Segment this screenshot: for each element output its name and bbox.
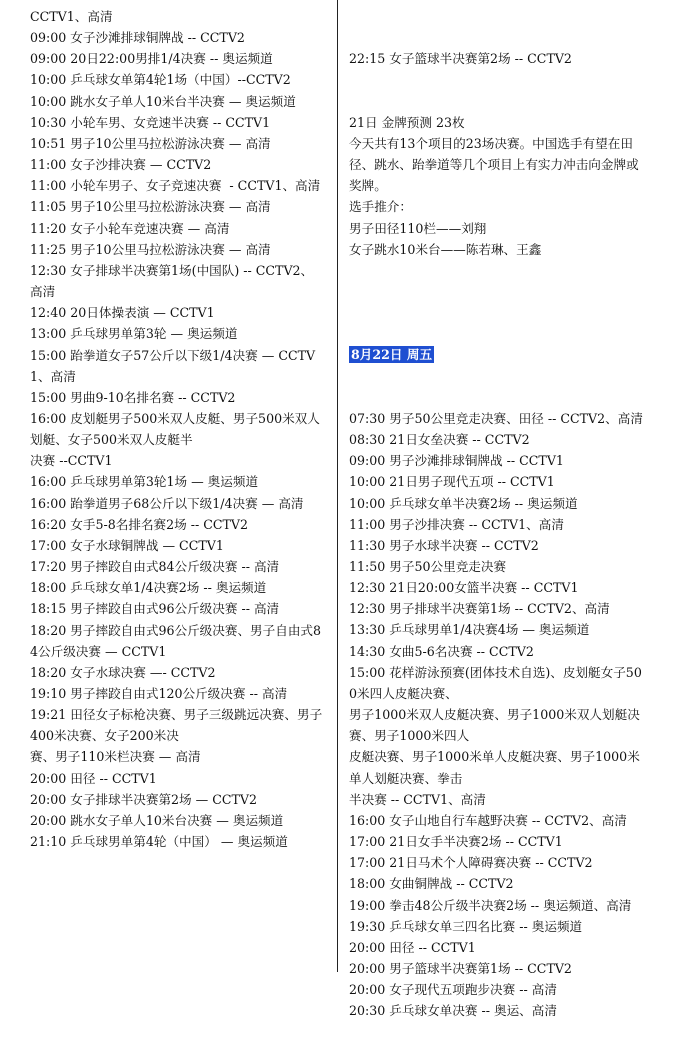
schedule-line: 20:00 女子现代五项跑步决赛 -- 高清: [349, 982, 557, 998]
schedule-line: 12:30 21日20:00女篮半决赛 -- CCTV1: [349, 580, 579, 596]
schedule-line: 20:00 女子排球半决赛第2场 — CCTV2: [30, 791, 258, 807]
schedule-line: 18:20 男子摔跤自由式96公斤级决赛、男子自由式84公斤级决赛 — CCTV1: [30, 622, 322, 659]
schedule-line: [349, 260, 647, 281]
schedule-line: 12:30 男子排球半决赛第1场 -- CCTV2、高清: [349, 601, 610, 617]
schedule-line: 18:00 乒乓球女单1/4决赛2场 -- 奥运频道: [30, 580, 267, 596]
schedule-line: CCTV1、高清: [30, 9, 113, 24]
schedule-line: 男子1000米双人皮艇决赛、男子1000米双人划艇决赛、男子1000米四人: [349, 707, 640, 744]
schedule-line: 08:30 21日女垒决赛 -- CCTV2: [349, 432, 530, 448]
schedule-line: 20:30 乒乓球女单决赛 -- 奥运、高清: [349, 1003, 557, 1019]
schedule-line: 07:30 男子50公里竞走决赛、田径 -- CCTV2、高清: [349, 410, 643, 426]
schedule-line: 20:00 跳水女子单人10米台决赛 — 奥运频道: [30, 812, 284, 828]
schedule-line: 11:30 男子水球半决赛 -- CCTV2: [349, 537, 539, 553]
schedule-line: 半决赛 -- CCTV1、高清: [349, 791, 486, 807]
schedule-line: 选手推介：: [349, 199, 412, 215]
schedule-line: 20:00 男子篮球半决赛第1场 -- CCTV2: [349, 960, 572, 976]
schedule-line: 18:20 女子水球决赛 —- CCTV2: [30, 664, 216, 680]
schedule-line: 11:00 男子沙排决赛 -- CCTV1、高清: [349, 516, 564, 532]
right-top-block: [349, 48, 647, 302]
schedule-line: 21:10 乒乓球男单第4轮（中国） — 奥运频道: [30, 834, 288, 850]
schedule-line: 11:50 男子50公里竞走决赛: [349, 559, 507, 574]
schedule-line: 17:00 21日马术个人障碍赛决赛 -- CCTV2: [349, 855, 593, 871]
schedule-line: 16:00 跆拳道男子68公斤以下级1/4决赛 — 高清: [30, 495, 304, 511]
schedule-line: 16:20 女手5-8名排名赛2场 -- CCTV2: [30, 516, 249, 532]
schedule-line: 13:30 乒乓球男单1/4决赛4场 — 奥运频道: [349, 622, 590, 638]
schedule-line: 11:05 男子10公里马拉松游泳决赛 — 高清: [30, 199, 271, 215]
schedule-line: 16:00 乒乓球男单第3轮1场 — 奥运频道: [30, 474, 259, 490]
schedule-line: 11:25 男子10公里马拉松游泳决赛 — 高清: [30, 241, 271, 257]
schedule-line: 17:20 男子摔跤自由式84公斤级决赛 -- 高清: [30, 559, 280, 575]
schedule-line: 13:00 乒乓球男单第3轮 — 奥运频道: [30, 326, 238, 342]
schedule-line: 19:00 拳击48公斤级半决赛2场 -- 奥运频道、高清: [349, 897, 632, 913]
schedule-line: 19:21 田径女子标枪决赛、男子三级跳远决赛、男子400米决赛、女子200米决: [30, 707, 323, 744]
date-heading: 8月22日 周五: [351, 347, 433, 363]
schedule-line: 16:00 女子山地自行车越野决赛 -- CCTV2、高清: [349, 812, 627, 828]
schedule-line: 10:00 乒乓球女单第4轮1场（中国）--CCTV2: [30, 72, 291, 88]
schedule-right-column: [349, 6, 647, 1043]
schedule-line: 18:00 女曲铜牌战 -- CCTV2: [349, 876, 514, 892]
schedule-line: 10:00 21日男子现代五项 -- CCTV1: [349, 474, 555, 490]
schedule-line: 10:51 男子10公里马拉松游泳决赛 — 高清: [30, 135, 271, 151]
schedule-line: 决赛 --CCTV1: [30, 453, 113, 469]
schedule-line: 14:30 女曲5-6名决赛 -- CCTV2: [349, 643, 534, 659]
schedule-line: 今天共有13个项目的23场决赛。中国选手有望在田径、跳水、跆拳道等几个项目上有实力冲击向金牌或奖牌。: [349, 135, 639, 194]
schedule-line: [349, 281, 647, 302]
schedule-line: 19:10 男子摔跤自由式120公斤级决赛 -- 高清: [30, 686, 288, 701]
schedule-line: 15:00 跆拳道女子57公斤以下级1/4决赛 — CCTV1、高清: [30, 347, 316, 384]
schedule-line: 09:00 女子沙滩排球铜牌战 -- CCTV2: [30, 30, 245, 46]
schedule-line: 16:00 皮划艇男子500米双人皮艇、男子500米双人划艇、女子500米双人皮艇半: [30, 410, 320, 448]
schedule-line: 11:20 女子小轮车竞速决赛 — 高清: [30, 220, 230, 236]
schedule-line: 11:00 女子沙排决赛 — CCTV2: [30, 157, 212, 173]
schedule-line: 22:15 女子篮球半决赛第2场 -- CCTV2: [349, 51, 572, 67]
schedule-line: 10:00 乒乓球女单半决赛2场 -- 奥运频道: [349, 495, 578, 511]
schedule-line: 男子田径110栏——刘翔: [349, 220, 487, 236]
schedule-line: 17:00 21日女手半决赛2场 -- CCTV1: [349, 834, 563, 850]
schedule-line: 12:40 20日体操表演 — CCTV1: [30, 305, 215, 321]
schedule-line: 09:00 男子沙滩排球铜牌战 -- CCTV1: [349, 453, 564, 469]
date-heading-line: [349, 344, 647, 365]
schedule-line: [349, 69, 647, 90]
schedule-line: 10:00 跳水女子单人10米台半决赛 — 奥运频道: [30, 93, 296, 109]
schedule-line: 10:30 小轮车男、女竞速半决赛 -- CCTV1: [30, 114, 271, 130]
schedule-line: 15:00 花样游泳预赛(团体技术自选)、皮划艇女子500米四人皮艇决赛、: [349, 664, 642, 701]
schedule-line: 15:00 男曲9-10名排名赛 -- CCTV2: [30, 389, 236, 405]
schedule-line: 19:30 乒乓球女单三四名比赛 -- 奥运频道: [349, 918, 583, 934]
schedule-line: 21日 金牌预测 23枚: [349, 114, 465, 130]
schedule-line: 女子跳水10米台——陈若琳、王鑫: [349, 241, 542, 257]
schedule-line: 09:00 20日22:00男排1/4决赛 -- 奥运频道: [30, 51, 273, 67]
schedule-line: 18:15 男子摔跤自由式96公斤级决赛 -- 高清: [30, 601, 280, 617]
schedule-line: 12:30 女子排球半决赛第1场(中国队) -- CCTV2、高清: [30, 262, 314, 300]
schedule-line: [349, 91, 647, 112]
column-divider: [337, 0, 338, 972]
right-bottom-block: [349, 408, 647, 1022]
schedule-line: 20:00 田径 -- CCTV1: [30, 770, 157, 786]
schedule-line: 赛、男子110米栏决赛 — 高清: [30, 749, 201, 765]
schedule-line: 20:00 田径 -- CCTV1: [349, 939, 476, 955]
schedule-line: 11:00 小轮车男子、女子竞速决赛 - CCTV1、高清: [30, 178, 321, 194]
schedule-line: 皮艇决赛、男子1000米单人皮艇决赛、男子1000米单人划艇决赛、拳击: [349, 749, 640, 786]
schedule-left-column: [30, 6, 325, 852]
schedule-line: 17:00 女子水球铜牌战 — CCTV1: [30, 537, 224, 553]
